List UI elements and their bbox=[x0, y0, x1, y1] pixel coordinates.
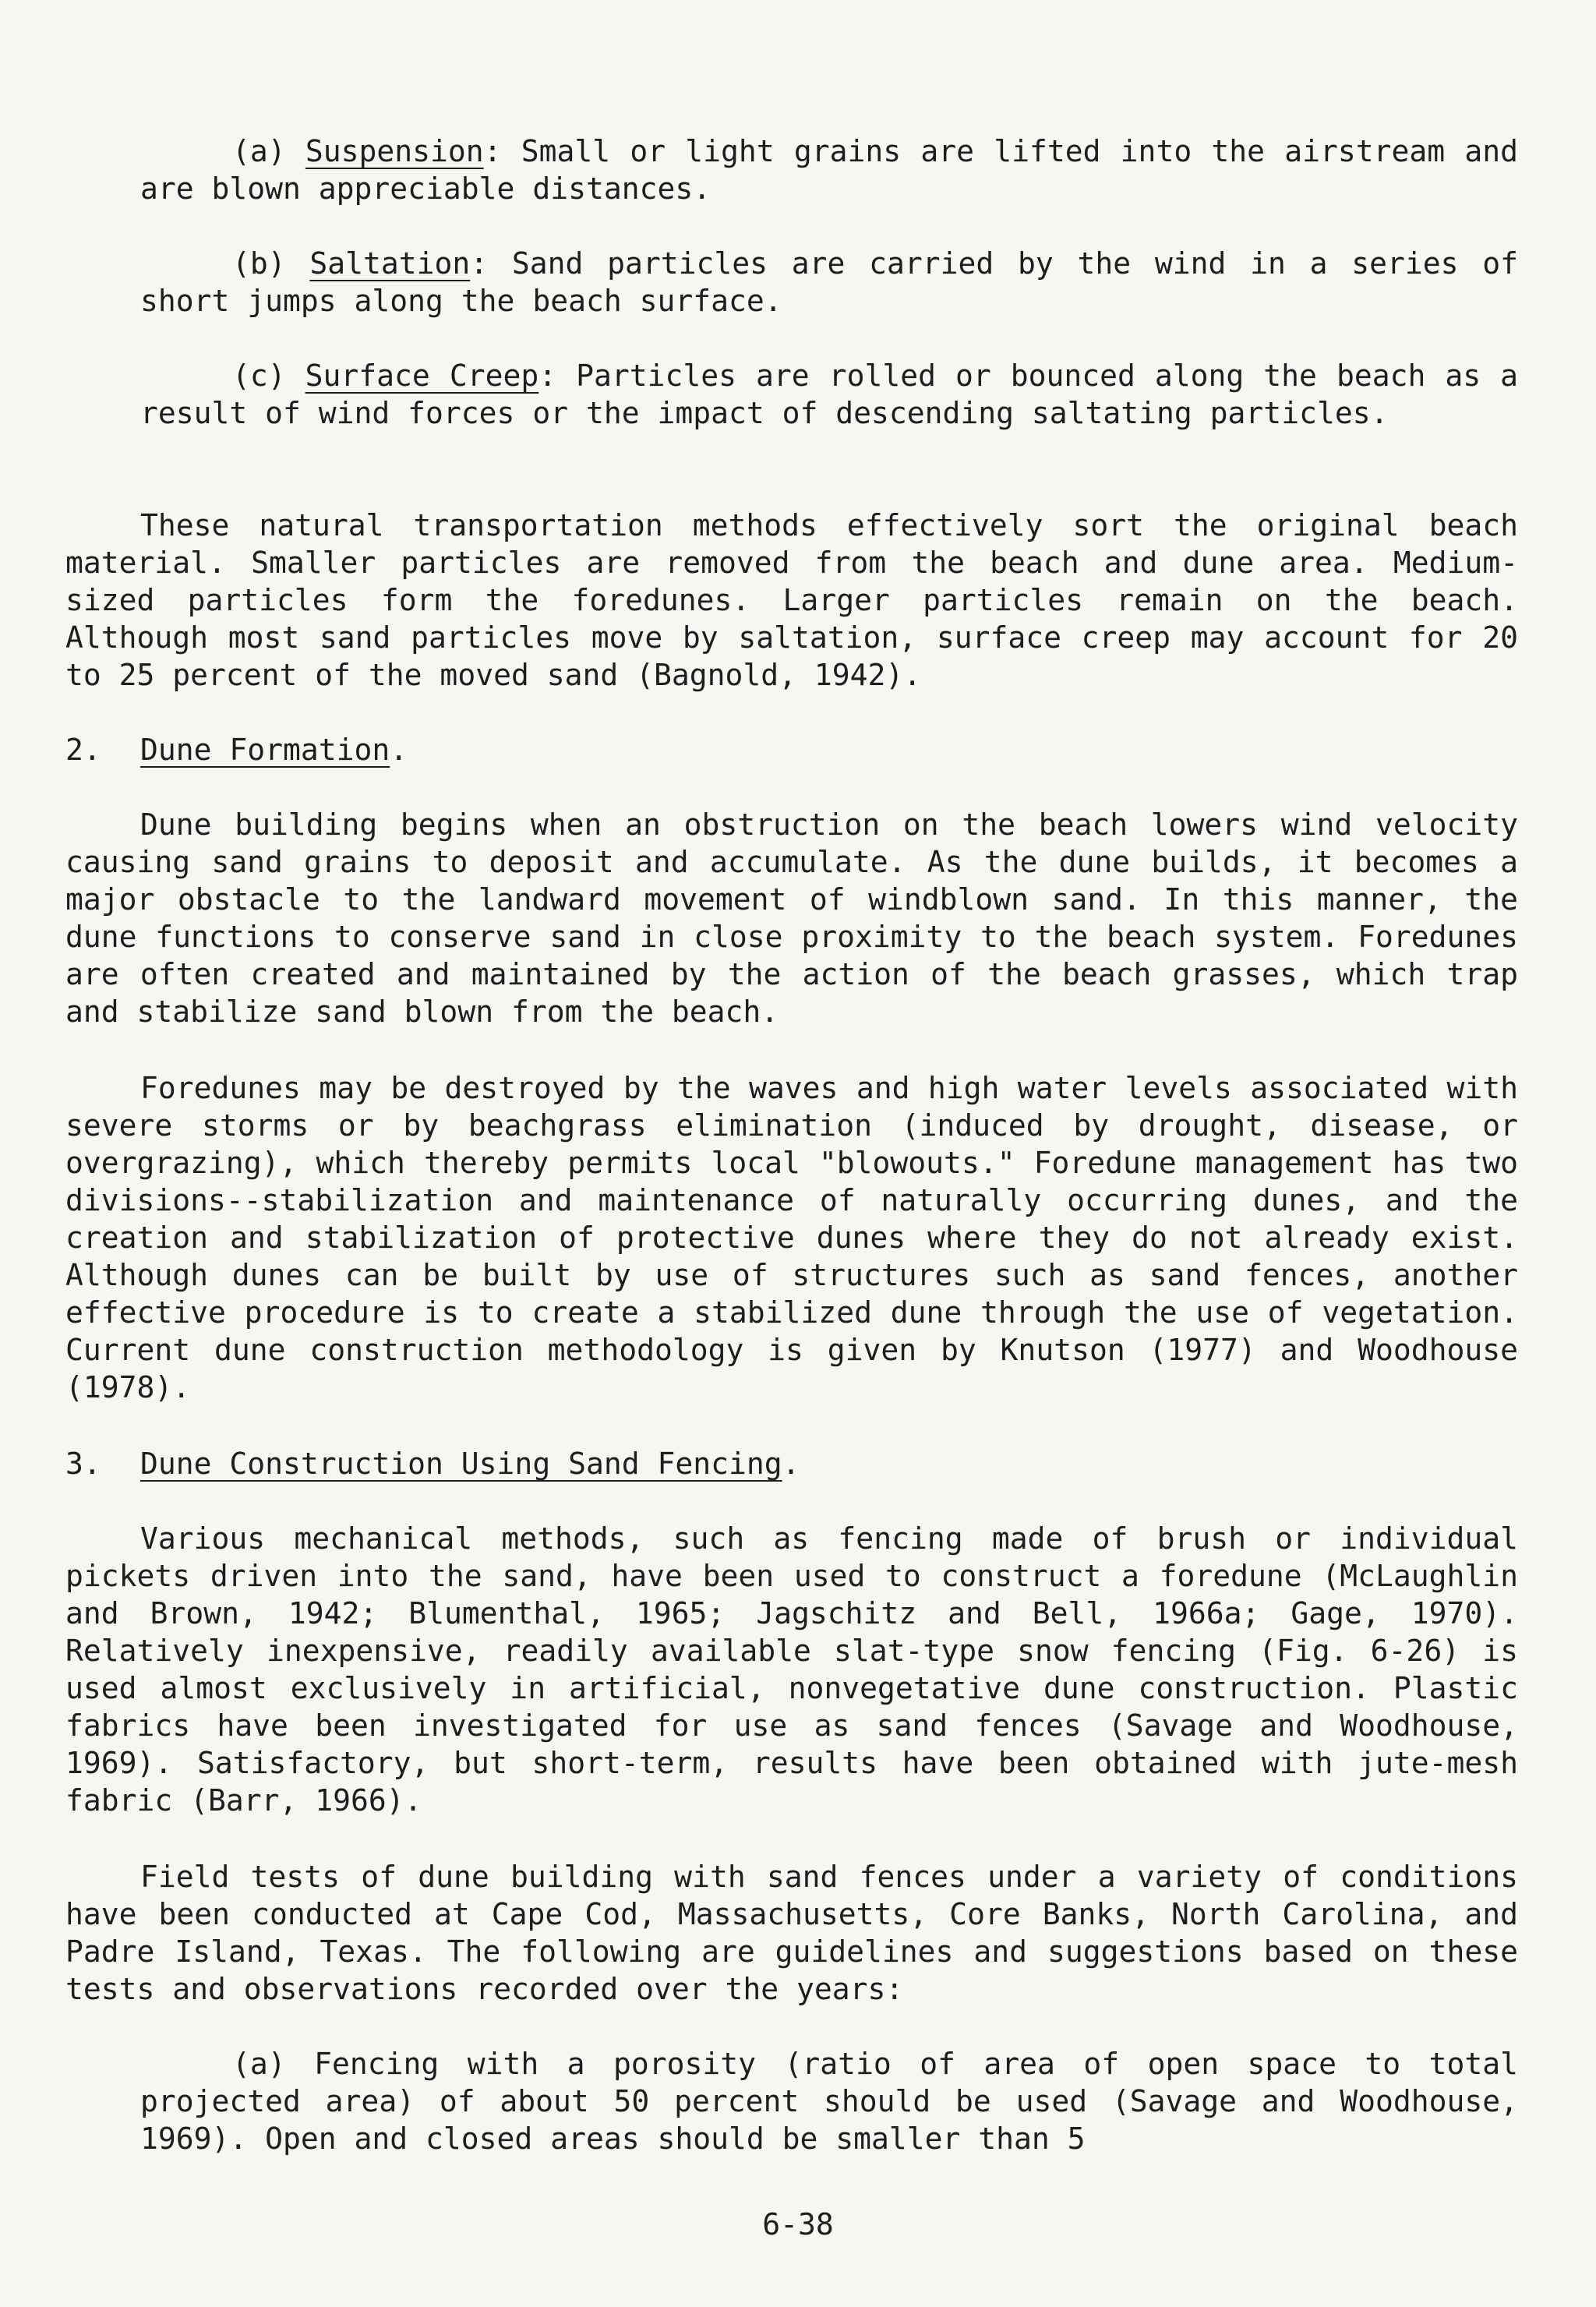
item-term: Suspension bbox=[305, 134, 484, 168]
section-title-trail: . bbox=[390, 733, 408, 767]
item-marker: (b) bbox=[232, 246, 286, 281]
section-title: Dune Formation bbox=[140, 733, 390, 767]
item-text: Small or light grains are lifted into the airstream and are blown appreciable distances. bbox=[140, 134, 1518, 206]
page-number: 6-38 bbox=[762, 2207, 834, 2242]
item-text: Particles are rolled or bounced along the beach as a result of wind forces or the impact of descending saltating particles. bbox=[140, 359, 1518, 430]
section-number: 3. bbox=[65, 1447, 101, 1481]
list-item-saltation: (b) Saltation: Sand particles are carried by the wind in a series of short jumps along the beach surface. bbox=[140, 246, 1518, 318]
list-item-suspension: (a) Suspension: Small or light grains are lifted into the airstream and are blown appreciable distances. bbox=[140, 134, 1518, 206]
paragraph-dune-building: Dune building begins when an obstruction on the beach lowers wind velocity causing sand grains to deposit and accumulate. As the dune builds, it becomes a major obstacle to the landward movement of windblown sand. In this manner, the dune functions to conserve sand in close proximity to the beach system. Foredunes are often created and maintained by the action of the beach grasses, which trap and stabilize sand blown from the beach. bbox=[65, 807, 1518, 1029]
paragraph-foredunes: Foredunes may be destroyed by the waves and high water levels associated with severe storms or by beachgrass elimination (induced by drought, disease, or overgrazing), which thereby permits local "blowouts." Foredune management has two divisions--stabilization and maintenance of naturally occurring dunes, and the creation and stabilization of protective dunes where they do not already exist. Although dunes can be built by use of structures such as sand fences, another effective procedure is to create a stabilized dune through the use of vegetation. Current dune construction methodology is given by Knutson (1977) and Woodhouse (1978). bbox=[65, 1071, 1518, 1404]
item-text: Fencing with a porosity (ratio of area of open space to total projected area) of about 50 percent should be used (Savage and Woodhouse, 1969). Open and closed areas should be smaller than 5 bbox=[140, 2047, 1518, 2156]
item-text: Sand particles are carried by the wind in a series of short jumps along the beach surface. bbox=[140, 246, 1518, 318]
section-heading-sand-fencing bbox=[65, 1445, 800, 1482]
section-number: 2. bbox=[65, 733, 101, 767]
item-marker: (a) bbox=[232, 134, 286, 168]
section-title: Dune Construction Using Sand Fencing bbox=[140, 1447, 782, 1481]
list-item-surface-creep: (c) Surface Creep: Particles are rolled or bounced along the beach as a result of wind forces or the impact of descending saltating particles. bbox=[140, 359, 1518, 430]
paragraph-field-tests: Field tests of dune building with sand fences under a variety of conditions have been conducted at Cape Cod, Massachusetts, Core Banks, North Carolina, and Padre Island, Texas. The following are guidelines and suggestions based on these tests and observations recorded over the years: bbox=[65, 1860, 1518, 2006]
list-item-fencing bbox=[48, 2045, 1518, 2157]
item-term: Saltation bbox=[309, 246, 471, 281]
section-title-trail: . bbox=[782, 1447, 800, 1481]
item-marker: (c) bbox=[232, 359, 286, 393]
item-marker: (a) bbox=[232, 2047, 286, 2081]
paragraph-transport: These natural transportation methods effectively sort the original beach material. Smaller particles are removed from the beach and dune area. Medium-sized particles form the foredunes. Larger particles remain on the beach. Although most sand particles move by saltation, surface creep may account for 20 to 25 percent of the moved sand (Bagnold, 1942). bbox=[65, 508, 1518, 692]
section-heading-dune-formation bbox=[65, 731, 408, 768]
paragraph-mechanical-methods: Various mechanical methods, such as fencing made of brush or individual pickets driven into the sand, have been used to construct a foredune (McLaughlin and Brown, 1942; Blumenthal, 1965; Jagschitz and Bell, 1966a; Gage, 1970). Relatively inexpensive, readily available slat-type snow fencing (Fig. 6-26) is used almost exclusively in artificial, nonvegetative dune construction. Plastic fabrics have been investigated for use as sand fences (Savage and Woodhouse, 1969). Satisfactory, but short-term, results have been obtained with jute-mesh fabric (Barr, 1966). bbox=[65, 1521, 1518, 1818]
item-term: Surface Creep bbox=[305, 359, 539, 393]
